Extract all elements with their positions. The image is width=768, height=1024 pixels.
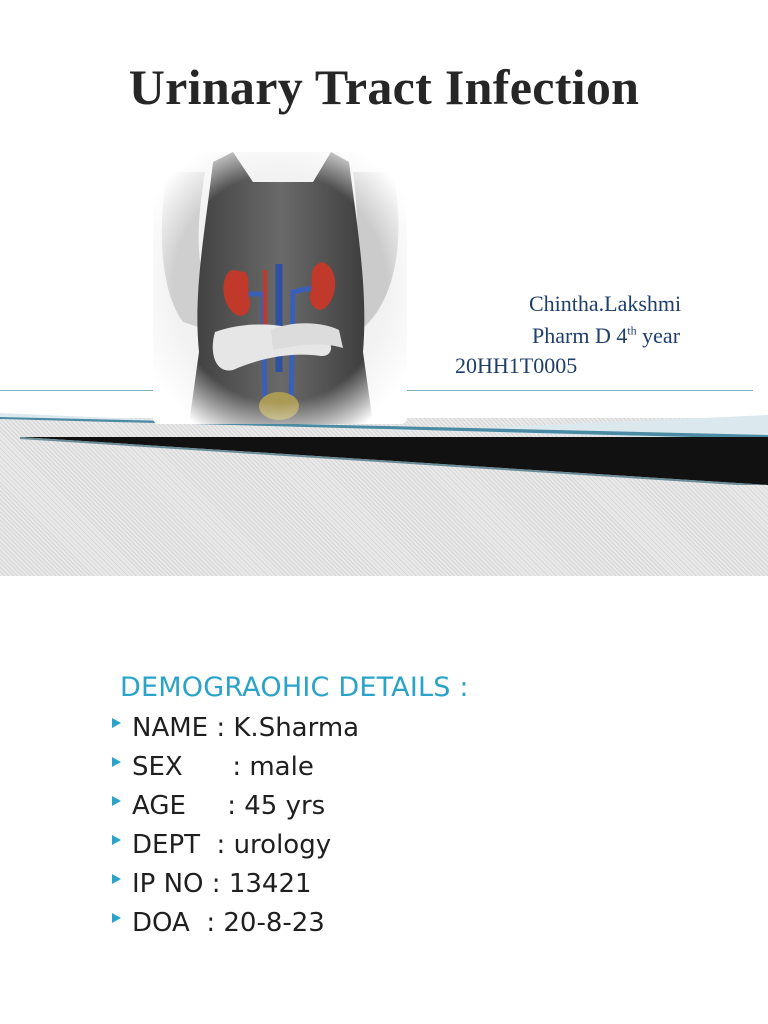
course-superscript: th bbox=[627, 323, 637, 338]
detail-text: IP NO : 13421 bbox=[132, 868, 312, 899]
list-item bbox=[112, 747, 359, 786]
bullet-arrow-icon bbox=[112, 757, 121, 767]
slide-title: Urinary Tract Infection bbox=[128, 59, 640, 115]
list-item bbox=[112, 825, 359, 864]
detail-text: AGE : 45 yrs bbox=[132, 790, 326, 821]
torso-kidney-illustration-icon bbox=[153, 152, 407, 424]
bullet-arrow-icon bbox=[112, 718, 121, 728]
detail-text: NAME : K.Sharma bbox=[132, 712, 360, 743]
bullet-arrow-icon bbox=[112, 835, 121, 845]
detail-text: SEX : male bbox=[132, 751, 314, 782]
bullet-arrow-icon bbox=[112, 874, 121, 884]
author-roll-number: 20HH1T0005 bbox=[455, 353, 578, 378]
list-item bbox=[112, 786, 359, 825]
author-course bbox=[532, 323, 680, 349]
divider-line-left bbox=[0, 390, 160, 391]
section-heading: DEMOGRAOHIC DETAILS : bbox=[120, 672, 469, 703]
course-prefix: Pharm D 4 bbox=[532, 323, 628, 348]
list-item bbox=[112, 903, 359, 942]
details-slide bbox=[0, 576, 768, 1024]
bullet-arrow-icon bbox=[112, 796, 121, 806]
divider-line-right bbox=[405, 390, 753, 391]
author-name: Chintha.Lakshmi bbox=[529, 291, 682, 316]
list-item bbox=[112, 864, 359, 903]
details-list bbox=[112, 708, 359, 942]
course-suffix: year bbox=[636, 323, 681, 348]
detail-text: DOA : 20-8-23 bbox=[132, 907, 325, 938]
detail-text: DEPT : urology bbox=[132, 829, 332, 860]
bullet-arrow-icon bbox=[112, 913, 121, 923]
list-item bbox=[112, 708, 359, 747]
